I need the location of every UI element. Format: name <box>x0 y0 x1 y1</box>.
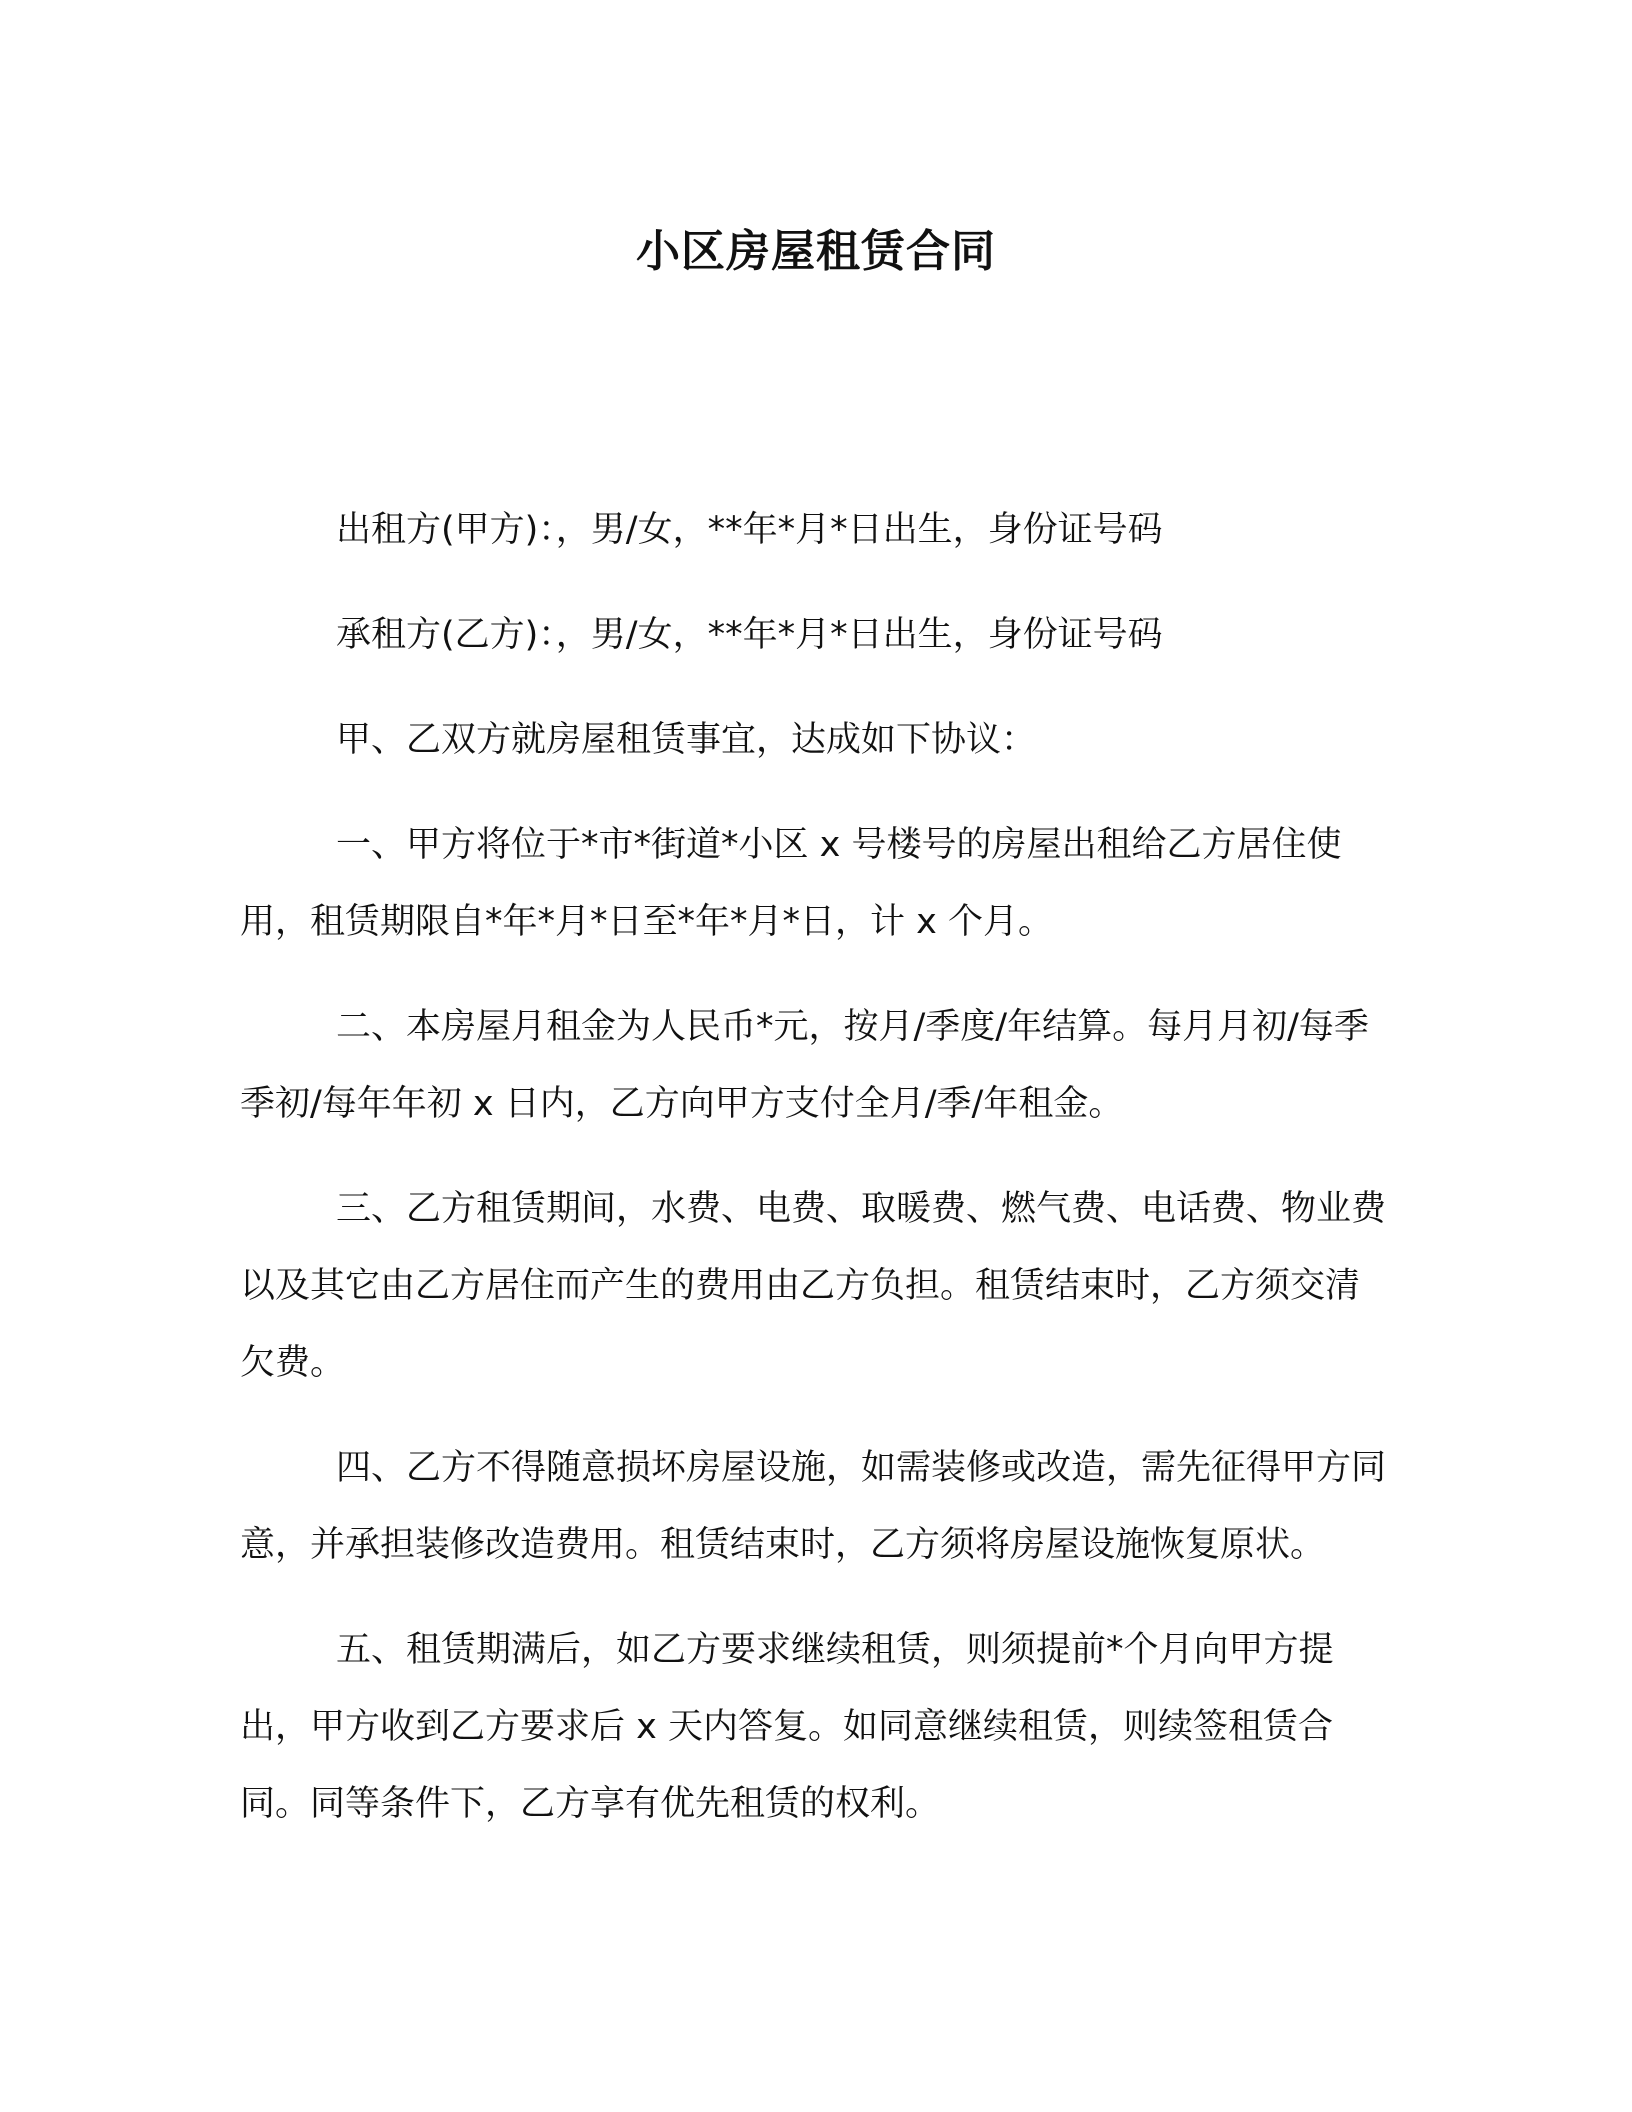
lessor-line: 出租方(甲方)：，男/女，**年*月*日出生，身份证号码 <box>336 510 1163 550</box>
document-title: 小区房屋租赁合同 <box>636 226 996 277</box>
intro-paragraph: 甲、乙双方就房屋租赁事宜，达成如下协议： <box>336 720 1037 760</box>
clause-4: 四、乙方不得随意损坏房屋设施，如需装修或改造，需先征得甲方同意，并承担装修改造费用。租赁结束时，乙方须将房屋设施恢复原状。 <box>240 1448 1387 1565</box>
clause-1: 一、甲方将位于*市*街道*小区 x 号楼号的房屋出租给乙方居住使用，租赁期限自*年*月*日至*年*月*日，计 x 个月。 <box>240 825 1342 942</box>
document-body <box>240 492 1392 1843</box>
clause-2: 二、本房屋月租金为人民币*元，按月/季度/年结算。每月月初/每季季初/每年年初 x 日内，乙方向甲方支付全月/季/年租金。 <box>240 1007 1369 1124</box>
clause-3: 三、乙方租赁期间，水费、电费、取暖费、燃气费、电话费、物业费以及其它由乙方居住而产生的费用由乙方负担。租赁结束时，乙方须交清欠费。 <box>240 1189 1387 1383</box>
lessee-line: 承租方(乙方)：，男/女，**年*月*日出生，身份证号码 <box>336 615 1163 655</box>
clause-5: 五、租赁期满后，如乙方要求继续租赁，则须提前*个月向甲方提出，甲方收到乙方要求后 x 天内答复。如同意继续租赁，则续签租赁合同。同等条件下，乙方享有优先租赁的权利。 <box>240 1630 1334 1824</box>
